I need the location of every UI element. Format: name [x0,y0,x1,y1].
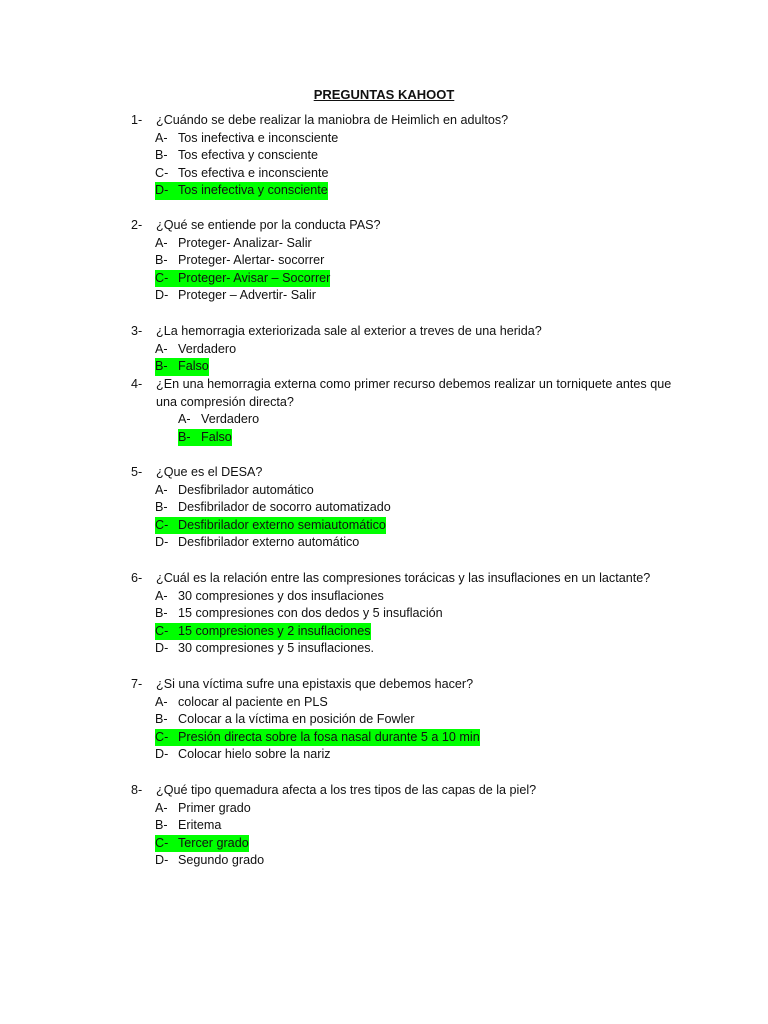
option-text: Tos efectiva y consciente [178,148,319,163]
option-body [155,482,314,500]
answer-option [131,147,691,165]
question-3 [131,323,691,376]
correct-highlight [155,182,328,200]
question-number: 4- [131,377,143,391]
question-line [131,112,691,130]
question-number: 7- [131,677,143,691]
question-line [131,464,691,482]
option-text: Segundo grado [178,853,265,868]
question-line [131,782,691,800]
option-text: Verdadero [178,341,237,356]
question-line [131,376,691,411]
option-letter: C- [155,165,169,180]
option-body [155,130,338,148]
answer-option [131,165,691,183]
question-text: ¿Si una víctima sufre una epistaxis que debemos hacer? [156,677,474,691]
answer-option-correct [131,270,691,288]
answer-option [131,588,691,606]
answer-option-correct [131,429,691,447]
question-6 [131,570,691,658]
answer-option [131,499,691,517]
question-text: ¿En una hemorragia externa como primer recurso debemos realizar un torniquete antes que una compresión directa? [156,377,672,409]
option-letter: C- [155,835,169,850]
question-line [131,570,691,588]
answer-option [131,287,691,305]
question-number: 5- [131,465,143,479]
option-letter: D- [155,535,169,550]
option-text: 30 compresiones y 5 insuflaciones. [178,641,375,656]
question-line [131,217,691,235]
option-letter: B- [155,500,168,515]
answer-option [131,800,691,818]
option-text: colocar al paciente en PLS [178,694,328,709]
answer-option [131,746,691,764]
correct-highlight [155,270,330,288]
option-text: Desfibrilador externo semiautomático [178,517,386,532]
option-body [155,252,324,270]
option-letter: C- [155,623,169,638]
option-letter: A- [155,130,168,145]
answer-option [131,482,691,500]
option-text: Proteger- Avisar – Socorrer [178,270,331,285]
answer-option [131,235,691,253]
answer-option-correct [131,517,691,535]
answer-option-correct [131,729,691,747]
answer-option [131,252,691,270]
correct-highlight [155,358,209,376]
question-text: ¿Cuál es la relación entre las compresiones torácicas y las insuflaciones en un lactante? [156,571,651,585]
answer-option [131,640,691,658]
question-line [131,676,691,694]
option-text: Tos efectiva e inconsciente [178,165,329,180]
option-body [155,534,359,552]
answer-options [131,411,691,446]
question-5 [131,464,691,552]
option-letter: D- [155,183,169,198]
option-text: Proteger- Analizar- Salir [178,235,312,250]
question-text: ¿Cuándo se debe realizar la maniobra de Heimlich en adultos? [156,113,509,127]
option-letter: A- [155,482,168,497]
answer-option-correct [131,358,691,376]
option-letter: D- [155,747,169,762]
question-number: 6- [131,571,143,585]
correct-highlight [155,517,386,535]
answer-option [131,694,691,712]
question-line [131,323,691,341]
answer-option-correct [131,835,691,853]
option-text: Desfibrilador externo automático [178,535,360,550]
option-text: Tos inefectiva e inconsciente [178,130,339,145]
question-8 [131,782,691,870]
correct-highlight [155,835,249,853]
answer-option-correct [131,182,691,200]
question-number: 2- [131,218,143,232]
option-body [155,800,251,818]
option-text: Falso [178,359,209,374]
answer-option [131,711,691,729]
option-letter: D- [155,288,169,303]
option-letter: B- [155,148,168,163]
answer-options [131,130,691,200]
option-text: Proteger – Advertir- Salir [178,288,316,303]
option-letter: A- [178,412,191,427]
option-letter: C- [155,729,169,744]
option-body [155,165,329,183]
page-title: PREGUNTAS KAHOOT [313,87,455,102]
option-body [155,817,221,835]
option-body [155,341,236,359]
option-text: Proteger- Alertar- socorrer [178,253,325,268]
option-letter: B- [178,429,191,444]
option-letter: D- [155,641,169,656]
answer-option [131,852,691,870]
option-text: 30 compresiones y dos insuflaciones [178,588,384,603]
correct-highlight [155,623,371,641]
answer-option [131,341,691,359]
option-letter: C- [155,270,169,285]
question-4 [131,376,691,446]
option-text: Tercer grado [178,835,249,850]
answer-options [131,588,691,658]
option-letter: A- [155,694,168,709]
question-text: ¿Qué tipo quemadura afecta a los tres tipos de las capas de la piel? [156,783,537,797]
option-text: Primer grado [178,800,251,815]
answer-option [131,130,691,148]
option-letter: B- [155,712,168,727]
option-body [155,605,443,623]
option-text: Falso [201,429,232,444]
option-letter: A- [155,235,168,250]
answer-options [131,235,691,305]
answer-options [131,800,691,870]
answer-option [131,411,691,429]
question-2 [131,217,691,305]
option-body [155,746,331,764]
question-number: 3- [131,324,143,338]
answer-option-correct [131,623,691,641]
option-text: Eritema [178,818,222,833]
answer-options [131,341,691,376]
option-letter: B- [155,606,168,621]
option-body [155,852,264,870]
option-body [155,235,312,253]
option-text: Desfibrilador automático [178,482,314,497]
option-text: Colocar a la víctima en posición de Fowler [178,712,415,727]
option-letter: A- [155,800,168,815]
question-7 [131,676,691,764]
answer-option [131,605,691,623]
question-number: 8- [131,783,143,797]
question-number: 1- [131,113,143,127]
option-body [155,147,318,165]
answer-option [131,817,691,835]
option-body [155,287,316,305]
option-letter: A- [155,341,168,356]
option-letter: B- [155,818,168,833]
question-text: ¿Qué se entiende por la conducta PAS? [156,218,381,232]
option-text: Desfibrilador de socorro automatizado [178,500,391,515]
option-body [155,640,374,658]
option-body [155,711,415,729]
correct-highlight [178,429,232,447]
option-text: Verdadero [201,412,260,427]
option-text: Colocar hielo sobre la nariz [178,747,331,762]
option-letter: B- [155,359,168,374]
option-letter: C- [155,517,169,532]
option-body [155,694,328,712]
answer-options [131,694,691,764]
option-body [155,499,391,517]
question-1 [131,112,691,200]
question-text: ¿La hemorragia exteriorizada sale al exterior a treves de una herida? [156,324,542,338]
option-text: 15 compresiones y 2 insuflaciones [178,623,371,638]
answer-options [131,482,691,552]
option-body [155,588,384,606]
option-body [178,411,259,429]
answer-option [131,534,691,552]
option-text: Tos inefectiva y consciente [178,183,328,198]
option-letter: D- [155,853,169,868]
option-letter: A- [155,588,168,603]
correct-highlight [155,729,480,747]
option-text: Presión directa sobre la fosa nasal durante 5 a 10 min [178,729,480,744]
question-text: ¿Que es el DESA? [156,465,263,479]
option-text: 15 compresiones con dos dedos y 5 insuflación [178,606,443,621]
option-letter: B- [155,253,168,268]
